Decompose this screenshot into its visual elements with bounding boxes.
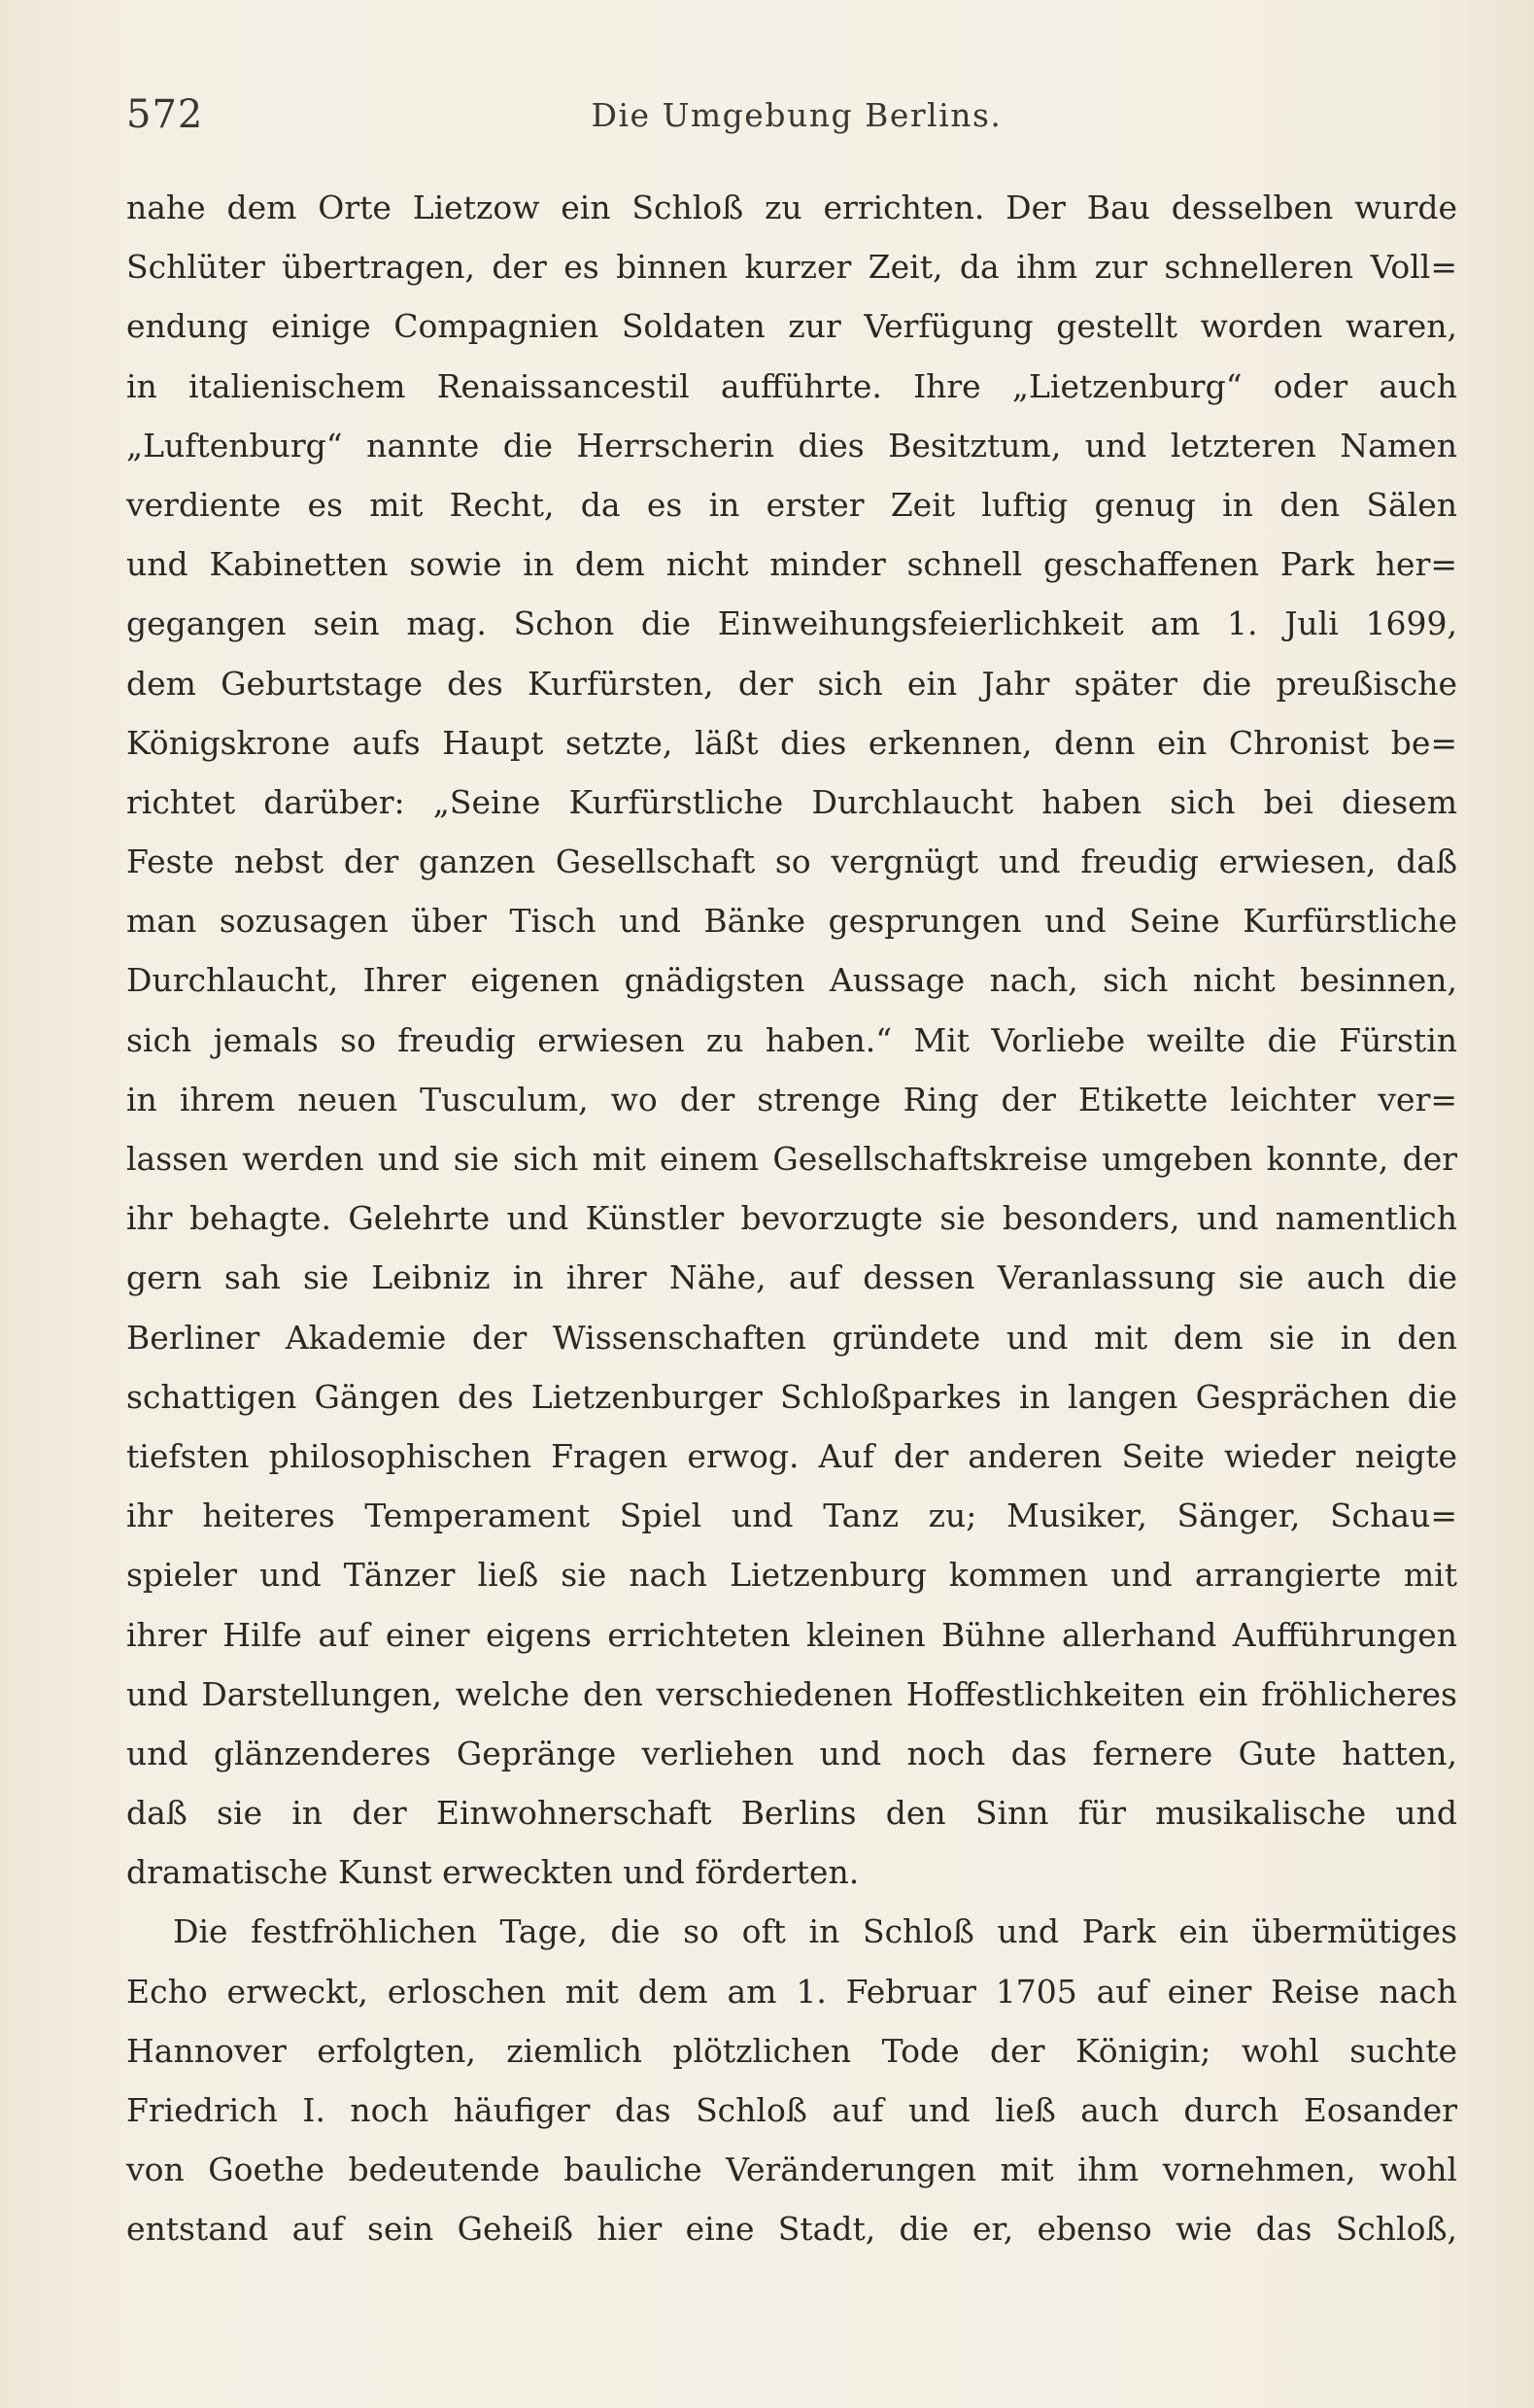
- text-line: Die festfröhlichen Tage, die so oft in Schloß und Park ein übermütiges: [173, 1912, 1457, 1951]
- text-line: ihr behagte. Gelehrte und Künstler bevorzugte sie besonders, und namentlich: [126, 1199, 1457, 1238]
- text-line: entstand auf sein Geheiß hier eine Stadt, die er, ebenso wie das Schloß,: [126, 2210, 1457, 2249]
- paragraph-2: [126, 1902, 1457, 2258]
- text-line: gegangen sein mag. Schon die Einweihungsfeierlichkeit am 1. Juli 1699,: [126, 604, 1457, 643]
- text-line: Durchlaucht, Ihrer eigenen gnädigsten Aussage nach, sich nicht besinnen,: [126, 961, 1457, 1000]
- page-number: 572: [126, 92, 204, 137]
- text-line: Berliner Akademie der Wissenschaften gründete und mit dem sie in den: [126, 1318, 1457, 1357]
- text-line: Schlüter übertragen, der es binnen kurzer Zeit, da ihm zur schnelleren Voll=: [126, 248, 1457, 287]
- paragraph-1: [126, 178, 1457, 1902]
- text-line: nahe dem Orte Lietzow ein Schloß zu errichten. Der Bau desselben wurde: [126, 189, 1457, 226]
- body-text: [126, 178, 1457, 2259]
- text-line: verdiente es mit Recht, da es in erster Zeit luftig genug in den Sälen: [126, 485, 1457, 524]
- text-line: sich jemals so freudig erwiesen zu haben.“ Mit Vorliebe weilte die Fürstin: [126, 1020, 1457, 1059]
- text-line: und Kabinetten sowie in dem nicht minder schnell geschaffenen Park her=: [126, 545, 1457, 584]
- text-line: Feste nebst der ganzen Gesellschaft so vergnügt und freudig erwiesen, daß: [126, 843, 1457, 881]
- text-line: und Darstellungen, welche den verschiedenen Hoffestlichkeiten ein fröhlicheres: [126, 1674, 1457, 1713]
- text-line: tiefsten philosophischen Fragen erwog. Auf der anderen Seite wieder neigte: [126, 1436, 1457, 1475]
- text-line: daß sie in der Einwohnerschaft Berlins den Sinn für musikalische und: [126, 1794, 1457, 1833]
- text-line: Hannover erfolgten, ziemlich plötzlichen Tode der Königin; wohl suchte: [126, 2031, 1457, 2070]
- text-line: spieler und Tänzer ließ sie nach Lietzenburg kommen und arrangierte mit: [126, 1556, 1457, 1595]
- page-header: [126, 92, 1467, 151]
- running-head: Die Umgebung Berlins.: [591, 96, 1003, 134]
- text-line: gern sah sie Leibniz in ihrer Nähe, auf dessen Veranlassung sie auch die: [126, 1258, 1457, 1297]
- text-line: ihr heiteres Temperament Spiel und Tanz zu; Musiker, Sänger, Schau=: [126, 1496, 1457, 1535]
- text-line: von Goethe bedeutende bauliche Veränderungen mit ihm vornehmen, wohl: [126, 2150, 1457, 2189]
- text-line: „Luftenburg“ nannte die Herrscherin dies Besitztum, und letzteren Namen: [126, 426, 1457, 464]
- text-line: man sozusagen über Tisch und Bänke gesprungen und Seine Kurfürstliche: [126, 902, 1457, 941]
- text-line: Echo erweckt, erloschen mit dem am 1. Februar 1705 auf einer Reise nach: [126, 1972, 1457, 2011]
- text-line: in italienischem Renaissancestil aufführte. Ihre „Lietzenburg“ oder auch: [126, 366, 1457, 405]
- text-line: Friedrich I. noch häufiger das Schloß auf und ließ auch durch Eosander: [126, 2091, 1457, 2129]
- text-line: endung einige Compagnien Soldaten zur Verfügung gestellt worden waren,: [126, 307, 1457, 346]
- text-line: schattigen Gängen des Lietzenburger Schloßparkes in langen Gesprächen die: [126, 1377, 1457, 1416]
- text-line: Königskrone aufs Haupt setzte, läßt dies erkennen, denn ein Chronist be=: [126, 723, 1457, 762]
- text-line: lassen werden und sie sich mit einem Gesellschaftskreise umgeben konnte, der: [126, 1140, 1457, 1178]
- text-line: richtet darüber: „Seine Kurfürstliche Durchlaucht haben sich bei diesem: [126, 782, 1457, 821]
- text-line: dem Geburtstage des Kurfürsten, der sich ein Jahr später die preußische: [126, 664, 1457, 703]
- text-line: dramatische Kunst erweckten und förderten.: [126, 1853, 860, 1892]
- text-line: und glänzenderes Gepränge verliehen und noch das fernere Gute hatten,: [126, 1734, 1457, 1772]
- text-line: ihrer Hilfe auf einer eigens errichteten kleinen Bühne allerhand Aufführungen: [126, 1615, 1457, 1654]
- text-line: in ihrem neuen Tusculum, wo der strenge Ring der Etikette leichter ver=: [126, 1080, 1457, 1118]
